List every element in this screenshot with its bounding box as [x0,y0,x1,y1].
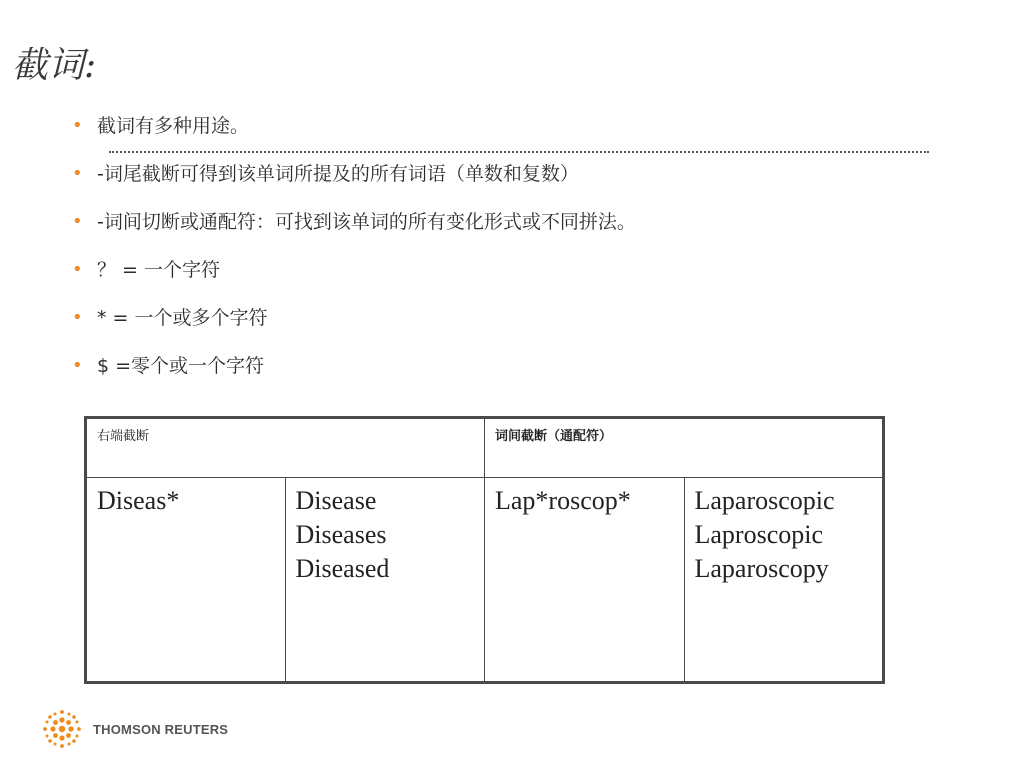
result-word: Diseases [295,520,387,549]
bullet-item [72,302,952,350]
bullet-dot-icon: • [72,211,83,232]
bullet-text: -词尾截断可得到该单词所提及的所有词语（单数和复数） [97,163,579,185]
bullet-text: $ =零个或一个字符 [97,355,265,377]
cell-right-results [285,478,485,683]
query-text: Lap*roscop* [495,486,631,515]
result-word: Laparoscopy [694,554,829,583]
thomson-reuters-logo [40,707,228,751]
result-word: Laproscopic [694,520,824,549]
bullet-dot-icon: • [72,259,83,280]
bullet-item [72,254,952,302]
bullet-text: ？ = 一个字符 [97,259,220,281]
logo-text: THOMSON REUTERS [93,721,229,737]
bullet-text: -词间切断或通配符：可找到该单词的所有变化形式或不同拼法。 [97,211,636,233]
bullet-dot-icon: • [72,115,83,136]
cell-right-query [86,478,286,683]
table-row [86,478,884,683]
bullet-item [72,158,952,206]
table-header-row [86,418,884,478]
bullet-item [72,350,952,398]
bullet-dot-icon: • [72,307,83,328]
result-word: Laparoscopic [694,486,835,515]
query-text: Diseas* [97,486,180,515]
truncation-table [84,416,885,684]
result-word: Diseased [295,554,390,583]
bullet-dot-icon: • [72,163,83,184]
cell-wildcard-results [684,478,884,683]
slide-title: 截词: [12,45,97,86]
dotted-divider [109,151,929,153]
thomson-reuters-sphere-icon [40,707,84,751]
cell-wildcard-query [485,478,685,683]
bullet-list [72,110,952,398]
header-right-truncation: 右端截断 [86,418,485,478]
bullet-text: * = 一个或多个字符 [97,307,268,329]
result-word: Disease [295,486,377,515]
bullet-item [72,206,952,254]
header-wildcard: 词间截断（通配符） [485,418,884,478]
bullet-dot-icon: • [72,355,83,376]
bullet-text: 截词有多种用途。 [97,115,250,137]
